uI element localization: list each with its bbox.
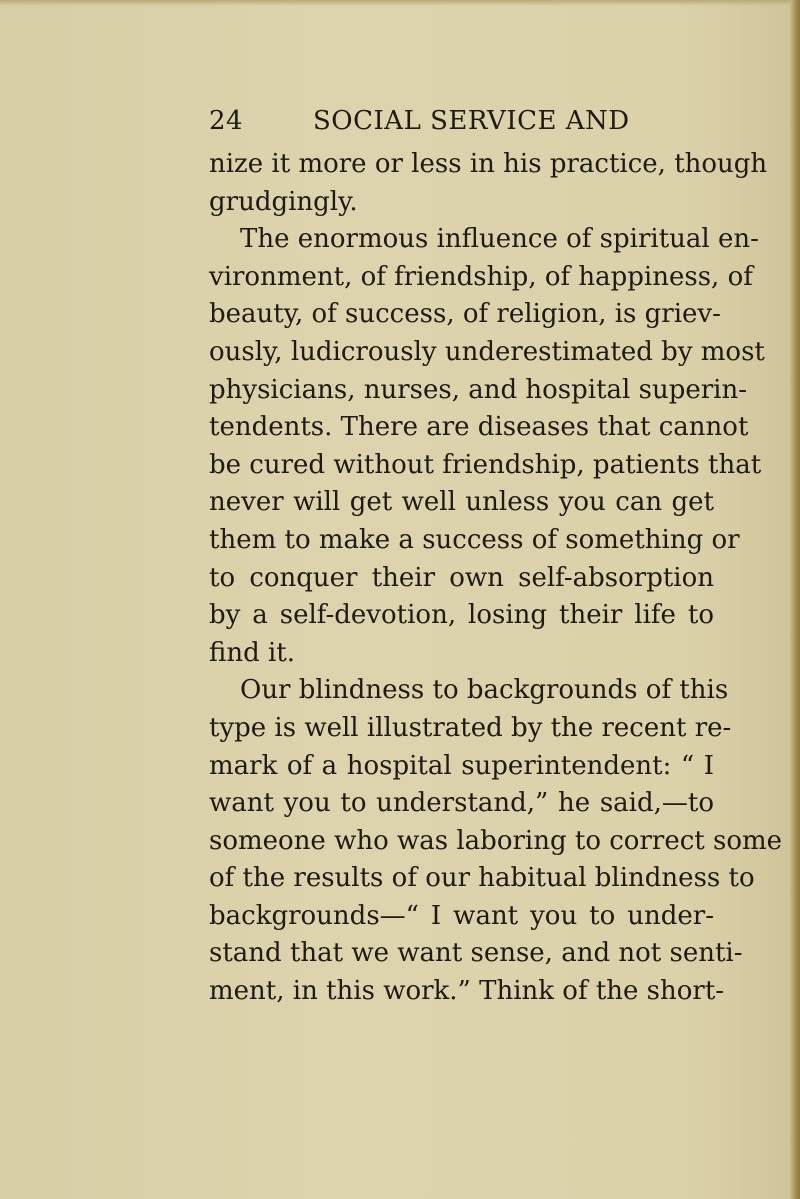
text-line: want you to understand,” he said,—to: [209, 788, 714, 819]
text-line: physicians, nurses, and hospital superin-: [209, 374, 748, 405]
text-line: grudgingly.: [209, 186, 358, 217]
text-line: someone who was laboring to correct some: [209, 825, 783, 856]
text-line: The enormous influence of spiritual en-: [240, 224, 759, 255]
body-text: [209, 146, 783, 1011]
page-top-edge: [0, 0, 800, 6]
running-head: SOCIAL SERVICE AND: [313, 106, 630, 136]
page-header: [209, 106, 714, 146]
text-line: them to make a success of something or: [209, 524, 740, 555]
text-line: be cured without friendship, patients that: [209, 449, 762, 480]
text-line: nize it more or less in his practice, though: [209, 149, 768, 179]
text-line: ment, in this work.” Think of the short-: [209, 976, 725, 1007]
text-line: beauty, of success, of religion, is griev-: [209, 299, 721, 330]
text-line: vironment, of friendship, of happiness, of: [209, 261, 753, 292]
text-line: stand that we want sense, and not senti-: [209, 938, 743, 969]
text-line: find it.: [209, 637, 296, 668]
page-gilt-edge: [790, 0, 800, 1199]
text-line: Our blindness to backgrounds of this: [240, 675, 729, 706]
text-line: ously, ludicrously underestimated by most: [209, 336, 765, 367]
text-line: of the results of our habitual blindness to: [209, 863, 755, 894]
text-line: never will get well unless you can get: [209, 487, 714, 518]
text-line: to conquer their own self-absorption: [209, 562, 714, 593]
page-number: 24: [209, 106, 244, 136]
text-line: by a self-devotion, losing their life to: [209, 600, 714, 631]
text-line: type is well illustrated by the recent re-: [209, 712, 732, 743]
text-line: backgrounds—“ I want you to under-: [209, 900, 714, 931]
text-line: mark of a hospital superintendent: “ I: [209, 750, 714, 781]
text-line: tendents. There are diseases that cannot: [209, 412, 749, 443]
